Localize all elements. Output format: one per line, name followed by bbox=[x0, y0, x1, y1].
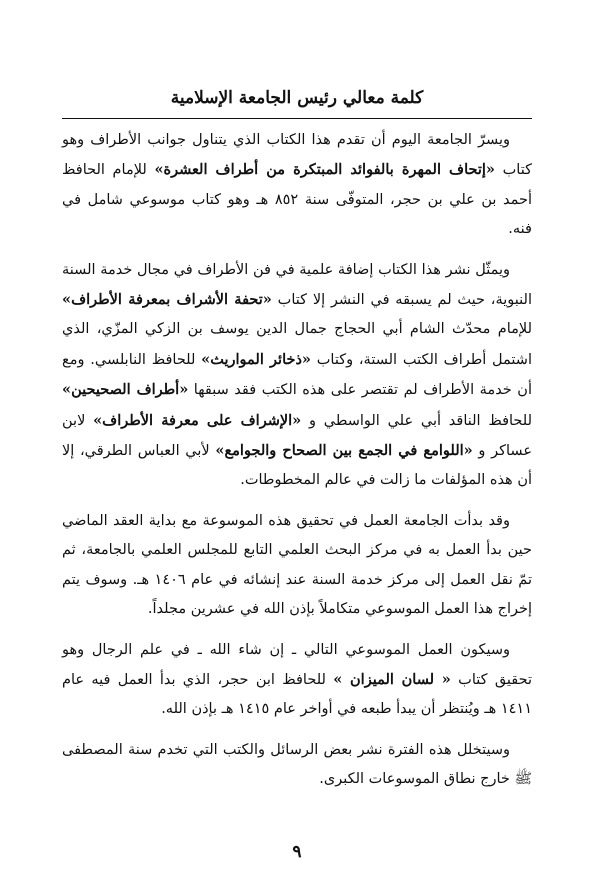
paragraph-5-text-1: وسيتخلل هذه الفترة نشر بعض الرسائل والكتب التي تخدم سنة المصطفى ﷺ خارج نطاق الموسوعات الكبرى. bbox=[62, 741, 532, 788]
book-title-ithaf-al-mahara: «إتحاف المهرة بالفوائد المبتكرة من أطراف العشرة» bbox=[154, 161, 495, 179]
paragraph-2-text-6: لأبي العباس الطرقي، إلا أن هذه المؤلفات ما زالت في عالم المخطوطات. bbox=[62, 443, 532, 489]
paragraph-1 bbox=[62, 126, 532, 245]
paragraph-2-text-4: للحافظ الناقد أبي علي الواسطي و bbox=[301, 412, 533, 429]
book-title-al-lawami: «اللوامع في الجمع بين الصحاح والجوامع» bbox=[215, 442, 473, 460]
paragraph-4 bbox=[62, 636, 532, 725]
book-title-atraf-al-sahihayn: «أطراف الصحيحين» bbox=[62, 381, 189, 399]
body-text bbox=[62, 126, 532, 795]
paragraph-3 bbox=[62, 507, 532, 625]
book-title-dhakhair-al-mawarith: «ذخائر المواريث» bbox=[201, 350, 311, 368]
paragraph-2-text-3: للحافظ النابلسي. ومع أن خدمة الأطراف لم تقتصر على هذه الكتب فقد سبقها bbox=[62, 351, 532, 399]
running-header-title: كلمة معالي رئيس الجامعة الإسلامية bbox=[170, 88, 424, 108]
paragraph-2-text-5: لابن عساكر و bbox=[62, 412, 532, 460]
paragraph-1-text-2: للإمام الحافظ أحمد بن علي بن حجر، المتوفّى سنة ٨٥٢ هـ وهو كتاب موسوعي شامل في فنه. bbox=[62, 162, 532, 238]
paragraph-3-text-1: وقد بدأت الجامعة العمل في تحقيق هذه الموسوعة مع بداية العقد الماضي حين بدأ العمل به في مركز البحث العلمي التابع للمجلس العلمي بالجامعة، ثم تمّ نقل العمل إلى مركز خدمة السنة عند إنشائه في عام ١٤٠٦ هـ. وسوف يتم إخراج هذا العمل الموسوعي متكاملاً بإذن الله في عشرين مجلداً. bbox=[62, 512, 532, 618]
paragraph-2-text-1: ويمثّل نشر هذا الكتاب إضافة علمية في فن الأطراف في مجال خدمة السنة النبوية، حيث لم يسبقه في النشر إلا كتاب bbox=[62, 261, 532, 309]
header-divider bbox=[62, 118, 532, 119]
paragraph-4-text-1: وسيكون العمل الموسوعي التالي ـ إن شاء الله ـ في علم الرجال وهو تحقيق كتاب bbox=[62, 641, 533, 688]
book-title-lisan-al-mizan: « لسان الميزان » bbox=[333, 670, 451, 688]
paragraph-2 bbox=[62, 256, 532, 496]
paragraph-2-text-2: للإمام محدّث الشام أبي الحجاج جمال الدين يوسف بن الزكي المزّي، الذي اشتمل أطراف الكتب الستة، وكتاب bbox=[62, 321, 532, 368]
paragraph-1-text-1: ويسرّ الجامعة اليوم أن تقدم هذا الكتاب الذي يتناول جوانب الأطراف وهو كتاب bbox=[62, 132, 532, 179]
paragraph-4-text-2: للحافظ ابن حجر، الذي بدأ العمل فيه عام ١٤١١ هـ ويُنتظر أن يبدأ طبعه في أواخر عام ١٤١٥ هـ بإذن الله. bbox=[62, 671, 532, 718]
book-title-tuhfat-al-ashraf: «تحفة الأشراف بمعرفة الأطراف» bbox=[62, 291, 272, 309]
page-number: ٩ bbox=[292, 842, 302, 862]
paragraph-5 bbox=[62, 736, 532, 795]
book-title-al-ishraf: «الإشراف على معرفة الأطراف» bbox=[93, 411, 302, 429]
